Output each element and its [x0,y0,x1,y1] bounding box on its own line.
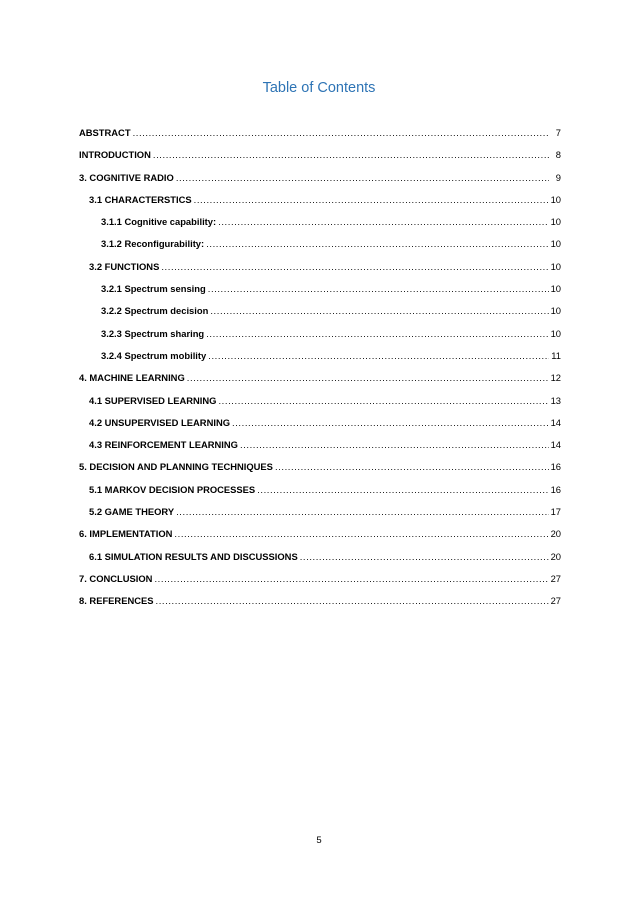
toc-entry-page: 16 [550,461,561,473]
toc-entry[interactable] [79,502,561,518]
toc-entry-label: 3.1 CHARACTERSTICS [89,193,192,205]
toc-entry-page: 27 [550,595,561,607]
toc-entry[interactable] [79,547,561,563]
toc-leader-dots [176,172,549,184]
toc-entry-label: 5.1 MARKOV DECISION PROCESSES [89,483,256,495]
toc-leader-dots [275,461,549,473]
toc-entry-page: 10 [550,327,561,339]
toc-entry[interactable] [79,190,561,206]
toc-leader-dots [194,194,549,206]
toc-entry[interactable] [79,413,561,429]
toc-leader-dots [300,551,549,563]
toc-entry-label: 4.2 UNSUPERVISED LEARNING [89,416,231,428]
toc-entry-label: 3.2.2 Spectrum decision [101,305,209,317]
toc-entry-page: 20 [550,528,561,540]
toc-entry-page: 10 [550,283,561,295]
toc-entry-label: 8. REFERENCES [79,595,154,607]
toc-entry[interactable] [79,346,561,362]
toc-leader-dots [187,372,549,384]
toc-entry-label: 4.3 REINFORCEMENT LEARNING [89,439,238,451]
toc-leader-dots [208,350,549,362]
toc-entry[interactable] [79,257,561,273]
toc-entry-page: 10 [550,305,561,317]
toc-entry-page: 13 [550,394,561,406]
toc-entry[interactable] [79,301,561,317]
toc-leader-dots [218,395,548,407]
toc-leader-dots [156,595,549,607]
toc-entry-label: 6. IMPLEMENTATION [79,528,173,540]
toc-entry[interactable] [79,145,561,161]
toc-entry-page: 16 [550,483,561,495]
toc-entry-label: 5. DECISION AND PLANNING TECHNIQUES [79,461,273,473]
toc-entry-page: 10 [550,216,561,228]
toc-leader-dots [161,261,548,273]
toc-entry-label: 3.1.1 Cognitive capability: [101,216,217,228]
toc-entry-page: 7 [555,127,561,138]
toc-entry[interactable] [79,457,561,473]
toc-entry-page: 11 [551,349,561,361]
toc-entry-label: 3.2.1 Spectrum sensing [101,283,206,295]
toc-entry[interactable] [79,368,561,384]
toc-entry-label: INTRODUCTION [79,149,151,161]
toc-entry[interactable] [79,435,561,451]
toc-entry-label: 3.2 FUNCTIONS [89,260,160,272]
toc-entry-page: 14 [550,439,561,451]
page-title: Table of Contents [262,80,376,96]
toc-entry[interactable] [79,234,561,250]
toc-leader-dots [232,417,549,429]
toc-entry-label: 5.2 GAME THEORY [89,506,175,518]
toc-entry[interactable] [79,391,561,407]
table-of-contents [79,123,561,614]
toc-entry[interactable] [79,168,561,184]
toc-leader-dots [208,283,549,295]
toc-leader-dots [153,149,549,161]
toc-entry-label: 4. MACHINE LEARNING [79,372,185,384]
toc-entry[interactable] [79,524,561,540]
toc-entry[interactable] [79,569,561,585]
toc-entry-page: 9 [555,171,561,183]
toc-leader-dots [257,484,548,496]
toc-entry-page: 12 [550,372,561,384]
toc-entry-page: 10 [550,193,561,205]
toc-entry[interactable] [79,123,561,139]
toc-entry-label: 4.1 SUPERVISED LEARNING [89,394,217,406]
toc-entry-label: 7. CONCLUSION [79,572,153,584]
toc-entry[interactable] [79,480,561,496]
toc-entry-page: 17 [550,506,561,518]
toc-entry-label: 3.1.2 Reconfigurability: [101,238,205,250]
toc-entry-page: 10 [550,260,561,272]
toc-leader-dots [133,127,549,139]
toc-entry-page: 27 [550,572,561,584]
toc-leader-dots [176,506,548,518]
toc-entry[interactable] [79,591,561,607]
toc-entry-label: ABSTRACT [79,127,131,138]
page-number: 5 [316,835,322,846]
toc-entry[interactable] [79,279,561,295]
toc-leader-dots [154,573,548,585]
toc-leader-dots [174,528,548,540]
toc-leader-dots [210,305,548,317]
toc-entry[interactable] [79,212,561,228]
toc-entry-page: 20 [550,550,561,562]
toc-entry-page: 10 [550,238,561,250]
toc-entry-page: 8 [555,149,561,161]
toc-leader-dots [218,216,548,228]
toc-leader-dots [206,238,548,250]
toc-entry[interactable] [79,324,561,340]
toc-entry-label: 3.2.4 Spectrum mobility [101,349,207,361]
toc-leader-dots [240,439,549,451]
toc-entry-label: 6.1 SIMULATION RESULTS AND DISCUSSIONS [89,550,298,562]
toc-entry-label: 3.2.3 Spectrum sharing [101,327,205,339]
toc-leader-dots [206,328,548,340]
toc-entry-page: 14 [550,416,561,428]
toc-entry-label: 3. COGNITIVE RADIO [79,171,174,183]
